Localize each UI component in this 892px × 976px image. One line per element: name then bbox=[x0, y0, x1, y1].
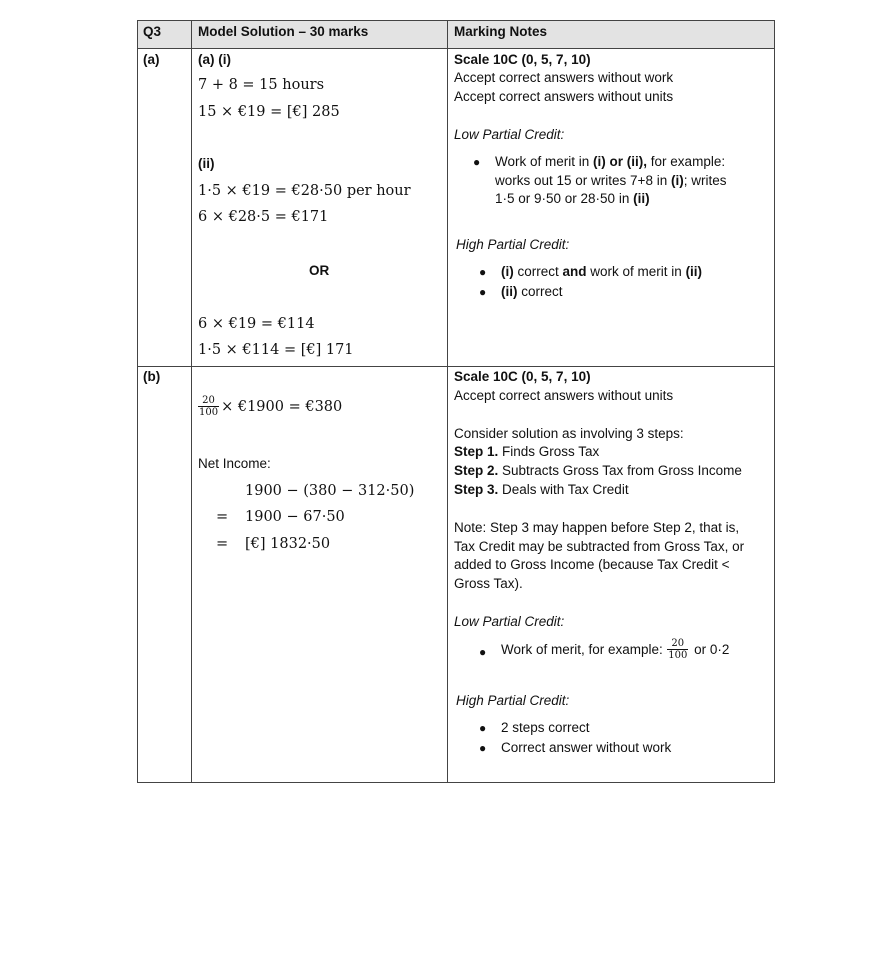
equals-sign: = bbox=[216, 509, 229, 525]
low-partial-credit-title: Low Partial Credit: bbox=[454, 127, 565, 142]
bullet-icon: ● bbox=[479, 285, 487, 299]
note-line: 1·5 or 9·50 or 28·50 in (ii) bbox=[495, 191, 650, 206]
note-line: Work of merit in (i) or (ii), for example: bbox=[495, 154, 726, 169]
note-line: Note: Step 3 may happen before Step 2, that is, bbox=[454, 520, 740, 535]
note-line: 2 steps correct bbox=[501, 720, 590, 735]
solution-line: 6 × €19 = €114 bbox=[198, 316, 315, 332]
scale-label: Scale 10C (0, 5, 7, 10) bbox=[454, 369, 591, 384]
part-a-i-label: (a) (i) bbox=[198, 52, 231, 67]
note-line: Tax Credit may be subtracted from Gross Tax, or bbox=[454, 539, 745, 554]
solution-line: [€] 1832·50 bbox=[245, 536, 331, 552]
part-a-label: (a) bbox=[143, 52, 160, 67]
note-line: added to Gross Income (because Tax Credit < bbox=[454, 557, 730, 572]
scale-label: Scale 10C (0, 5, 7, 10) bbox=[454, 52, 591, 67]
row-divider bbox=[138, 366, 774, 367]
note-line: works out 15 or writes 7+8 in (i); writes bbox=[495, 173, 727, 188]
solution-line: 1900 − 67·50 bbox=[245, 509, 345, 525]
bullet-icon: ● bbox=[479, 265, 487, 279]
note-line: Consider solution as involving 3 steps: bbox=[454, 426, 684, 441]
solution-line: 7 + 8 = 15 hours bbox=[198, 77, 325, 93]
high-partial-credit-title: High Partial Credit: bbox=[456, 693, 570, 708]
note-line: (ii) correct bbox=[501, 284, 563, 299]
note-line: Accept correct answers without units bbox=[454, 89, 674, 104]
note-line: Work of merit, for example: $\frac{20}{100}$ or 0·2 bbox=[501, 638, 730, 662]
note-line: Gross Tax). bbox=[454, 576, 523, 591]
fraction: $\frac{20}{100}$ bbox=[668, 638, 688, 662]
step-line: Step 3. Deals with Tax Credit bbox=[454, 482, 629, 497]
note-line: Correct answer without work bbox=[501, 740, 672, 755]
high-partial-credit-title: High Partial Credit: bbox=[456, 237, 570, 252]
or-label: OR bbox=[309, 263, 330, 278]
note-line: (i) correct and work of merit in (ii) bbox=[501, 264, 703, 279]
solution-line: 15 × €19 = [€] 285 bbox=[198, 104, 340, 120]
net-income-label: Net Income: bbox=[198, 456, 271, 471]
solution-line: 1·5 × €19 = €28·50 per hour bbox=[198, 183, 411, 199]
step-line: Step 2. Subtracts Gross Tax from Gross Income bbox=[454, 463, 742, 478]
fraction: $\frac{20}{100}$ bbox=[199, 395, 219, 419]
part-b-label: (b) bbox=[143, 369, 161, 384]
header-model-solution: Model Solution – 30 marks bbox=[198, 24, 369, 39]
note-line: Accept correct answers without work bbox=[454, 70, 674, 85]
part-a-ii-label: (ii) bbox=[198, 156, 215, 171]
step-line: Step 1. Finds Gross Tax bbox=[454, 444, 600, 459]
equals-sign: = bbox=[216, 536, 229, 552]
bullet-icon: ● bbox=[479, 721, 487, 735]
column-divider bbox=[191, 21, 192, 782]
solution-line: 1·5 × €114 = [€] 171 bbox=[198, 342, 354, 358]
solution-line: 1900 − (380 − 312·50) bbox=[245, 483, 415, 499]
low-partial-credit-title: Low Partial Credit: bbox=[454, 614, 565, 629]
bullet-icon: ● bbox=[479, 645, 487, 659]
bullet-icon: ● bbox=[479, 741, 487, 755]
header-question: Q3 bbox=[143, 24, 162, 39]
bullet-icon: ● bbox=[473, 155, 481, 169]
solution-line: $\frac{20}{100}$ × €1900 = €380 bbox=[199, 395, 343, 419]
note-line: Accept correct answers without units bbox=[454, 388, 674, 403]
column-divider bbox=[447, 21, 448, 782]
solution-line: 6 × €28·5 = €171 bbox=[198, 209, 329, 225]
header-marking-notes: Marking Notes bbox=[454, 24, 548, 39]
